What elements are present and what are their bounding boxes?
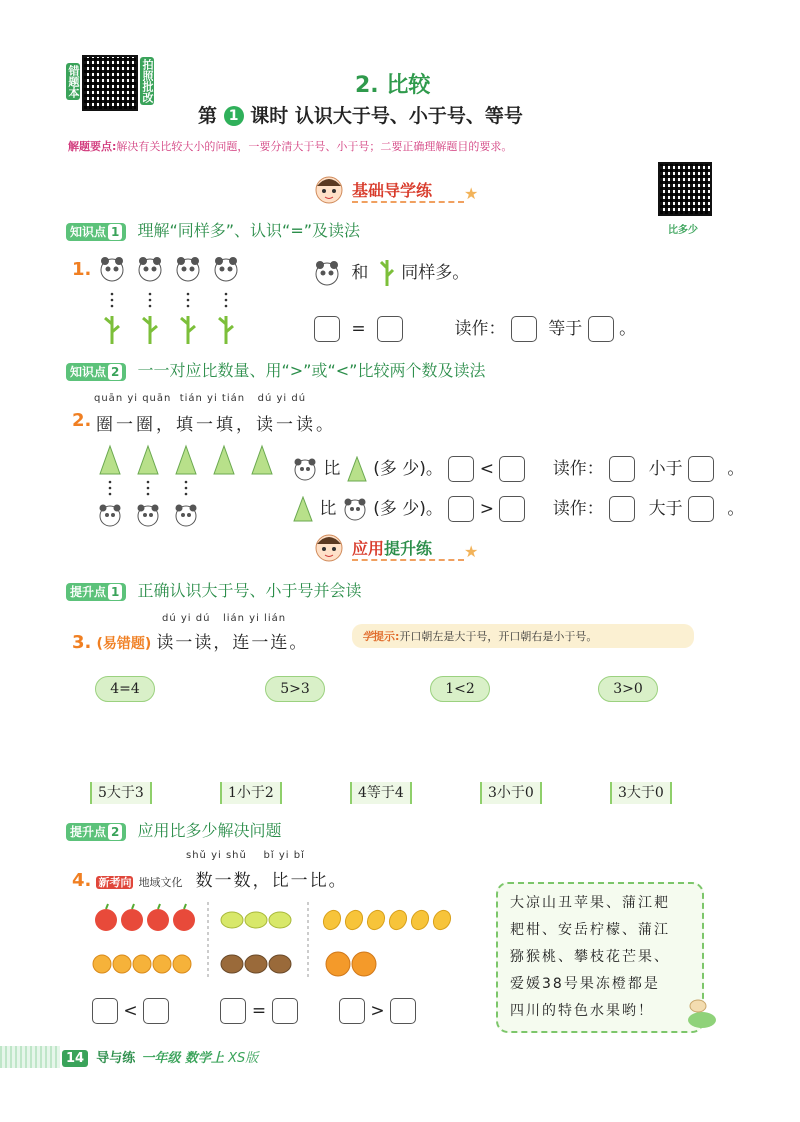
grade-label: 一年级 数学上	[141, 1051, 224, 1066]
answer-box[interactable]	[272, 998, 298, 1024]
answer-box[interactable]	[688, 496, 714, 522]
kiwi-icon	[221, 955, 243, 973]
section-apply-banner	[312, 530, 482, 564]
star-icon: ★	[464, 542, 479, 561]
star-icon: ★	[464, 184, 479, 203]
panda-icon	[292, 456, 318, 482]
sichuan-fruit-info-box	[496, 882, 704, 1033]
qr-right-label: 比多少	[668, 225, 698, 236]
qr-code-right[interactable]	[658, 162, 712, 216]
brand-logo: 导与练	[96, 1051, 136, 1066]
panda-icon	[215, 257, 237, 281]
q2-row-2	[292, 494, 744, 522]
q2-row-1	[292, 454, 744, 482]
answer-box[interactable]	[499, 496, 525, 522]
mango-icon	[430, 907, 454, 932]
q2-row1-read: 读作：	[552, 459, 604, 479]
q1-read-as: 读作：	[454, 319, 506, 339]
q3-tag: (易错题)	[96, 636, 152, 652]
footer	[62, 1047, 258, 1066]
orange-icon	[173, 955, 191, 973]
chapter-title: 2. 比较	[355, 73, 431, 98]
q2-row1-bi: 比	[323, 459, 341, 479]
bamboo-shoot-icon	[100, 446, 120, 474]
q1-number: 1.	[72, 259, 92, 280]
lesson-title-text: 课时 认识大于号、小于号、等号	[250, 105, 523, 127]
q2-bamboo-shoots-and-pandas-illustration	[96, 444, 276, 534]
bamboo-icon	[143, 316, 157, 344]
kp1-text: 理解“同样多”、认识“=”及读法	[137, 221, 361, 240]
edition-label: XS版	[228, 1051, 259, 1066]
answer-box[interactable]	[448, 496, 474, 522]
bamboo-shoot-icon	[346, 456, 368, 482]
q3-number: 3.	[72, 632, 92, 653]
q3-header	[72, 628, 308, 653]
q4-number: 4.	[72, 870, 92, 891]
expression-cloud[interactable]: 4=4	[95, 676, 155, 702]
lemon-icon	[269, 912, 291, 928]
orange-icon	[326, 952, 350, 976]
q3-hint	[352, 624, 694, 648]
answer-box[interactable]	[499, 456, 525, 482]
q2-pinyin: quān yi quān tián yi tián dú yi dú	[94, 393, 307, 404]
q1-equal-to: 等于	[548, 319, 583, 339]
q4-pinyin: shǔ yi shǔ bǐ yi bǐ	[186, 850, 305, 861]
hint-prefix: 学	[362, 630, 373, 643]
q4-tag-region: 地域文化	[138, 876, 183, 889]
qr-code-left[interactable]	[82, 55, 138, 111]
q2-row1-word: 小于	[648, 459, 683, 479]
answer-box[interactable]	[609, 496, 635, 522]
lemon-icon	[221, 912, 243, 928]
mango-icon	[364, 907, 388, 932]
answer-box[interactable]	[588, 316, 614, 342]
q2-row2-paren: (多 少)。	[373, 499, 443, 519]
kp2-badge: 知识点 2	[66, 363, 126, 381]
q4-sign-1: <	[123, 1001, 138, 1021]
panda-icon	[101, 257, 123, 281]
panda-icon	[139, 257, 161, 281]
q2-row2-bi: 比	[319, 499, 337, 519]
tips-line	[68, 138, 748, 154]
q1-answer-row	[314, 314, 636, 342]
ip2-text: 应用比多少解决问题	[137, 821, 282, 840]
child-mascot-icon	[312, 530, 346, 564]
expression-cloud[interactable]: 5>3	[265, 676, 325, 702]
q4-fruit-illustration	[92, 900, 472, 980]
info-line: 耙柑、安岳柠檬、蒲江	[510, 922, 670, 938]
answer-box[interactable]	[377, 316, 403, 342]
tips-text: 解决有关比较大小的问题，一要分清大于号、小于号；二要正确理解题目的要求。	[116, 140, 513, 153]
answer-box[interactable]	[448, 456, 474, 482]
improve-point-1	[66, 578, 361, 601]
lesson-title	[198, 101, 523, 128]
info-line: 大凉山丑苹果、蒲江耙	[510, 895, 670, 911]
qr-left-label-side: 拍照批改	[141, 59, 154, 103]
apple-icon	[147, 904, 169, 931]
answer-box[interactable]	[609, 456, 635, 482]
answer-box[interactable]	[688, 456, 714, 482]
q1-statement	[312, 258, 469, 288]
expression-cloud[interactable]: 1<2	[430, 676, 490, 702]
q1-and-text: 和	[351, 263, 369, 283]
q2-instruction: 圈一圈，填一填，读一读。	[96, 415, 336, 435]
panda-icon	[176, 505, 197, 527]
panda-icon	[342, 496, 368, 522]
q1-pandas-and-bamboo-illustration	[96, 254, 246, 346]
answer-box[interactable]	[390, 998, 416, 1024]
bamboo-shoot-icon	[176, 446, 196, 474]
answer-box[interactable]	[511, 316, 537, 342]
bamboo-shoot-icon	[138, 446, 158, 474]
mango-icon	[320, 907, 344, 932]
knowledge-point-1	[66, 218, 360, 241]
orange-icon	[133, 955, 151, 973]
q2-row1-paren: (多 少)。	[373, 459, 443, 479]
reading-card[interactable]: 4等于4	[350, 782, 412, 804]
q4-sign-2: =	[251, 1001, 267, 1021]
orange-icon	[93, 955, 111, 973]
orange-icon	[113, 955, 131, 973]
q2-row2-period: 。	[727, 499, 745, 519]
kp2-text: 一一对应比数量、用“>”或“<”比较两个数及读法	[137, 361, 486, 380]
footer-band	[0, 1046, 60, 1068]
q2-row1-period: 。	[727, 459, 745, 479]
equals-sign: =	[351, 319, 366, 339]
reading-card[interactable]: 1小于2	[220, 782, 282, 804]
child-mascot-icon	[312, 172, 346, 206]
bamboo-icon	[105, 316, 119, 344]
bamboo-icon	[181, 316, 195, 344]
hint-text: 开口朝左是大于号，开口朝右是小于号。	[399, 630, 598, 643]
reading-card[interactable]: 3大于0	[610, 782, 672, 804]
ip1-text: 正确认识大于号、小于号并会读	[137, 581, 362, 600]
answer-box[interactable]	[143, 998, 169, 1024]
page-number: 14	[62, 1050, 88, 1067]
answer-box[interactable]	[220, 998, 246, 1024]
section-basic-banner	[312, 172, 482, 206]
q4-sign-3: >	[370, 1001, 385, 1021]
qr-left-label-top: 错题本	[67, 65, 80, 98]
q1-period: 。	[619, 319, 637, 339]
improve-point-2	[66, 818, 281, 841]
bamboo-shoot-icon	[252, 446, 272, 474]
info-line: 四川的特色水果哟！	[510, 1003, 654, 1019]
panda-icon	[177, 257, 199, 281]
q4-header	[72, 866, 348, 891]
lesson-prefix: 第	[198, 105, 218, 127]
q3-pinyin: dú yi dú lián yi lián	[162, 613, 287, 624]
q3-instruction: 读一读，连一连。	[156, 633, 309, 653]
knowledge-point-2	[66, 358, 485, 381]
q2-row2-read: 读作：	[552, 499, 604, 519]
kiwi-icon	[245, 955, 267, 973]
q2-number: 2.	[72, 410, 92, 431]
bamboo-shoot-icon	[292, 496, 314, 522]
panda-icon	[100, 505, 121, 527]
answer-box[interactable]	[339, 998, 365, 1024]
info-line: 猕猴桃、攀枝花芒果、	[510, 949, 670, 965]
bamboo-icon	[219, 316, 233, 344]
section-apply-title: 应用提升练	[352, 536, 464, 561]
mango-icon	[408, 907, 432, 932]
expression-cloud[interactable]: 3>0	[598, 676, 658, 702]
kiwi-icon	[269, 955, 291, 973]
apple-icon	[173, 904, 195, 931]
apple-icon	[95, 904, 117, 931]
panda-icon	[312, 258, 342, 288]
panda-icon	[138, 505, 159, 527]
mango-icon	[386, 907, 410, 932]
answer-box[interactable]	[92, 998, 118, 1024]
reading-card[interactable]: 3小于0	[480, 782, 542, 804]
ip2-badge: 提升点 2	[66, 823, 126, 841]
orange-icon	[352, 952, 376, 976]
answer-box[interactable]	[314, 316, 340, 342]
q2-row2-sign: >	[479, 499, 494, 519]
qr-code-left-block	[66, 55, 160, 113]
q1-same-text: 同样多。	[401, 263, 470, 283]
bamboo-shoot-icon	[214, 446, 234, 474]
info-line: 爱媛38号果冻橙都是	[510, 976, 660, 992]
q4-tag-new: 新考向	[98, 876, 132, 889]
ip1-badge: 提升点 1	[66, 583, 126, 601]
apple-icon	[121, 904, 143, 931]
reading-card[interactable]: 5大于3	[90, 782, 152, 804]
q2-row2-word: 大于	[648, 499, 683, 519]
kp1-badge: 知识点 1	[66, 223, 126, 241]
q4-instruction: 数一数，比一比。	[195, 871, 348, 891]
hint-label: 提示:	[373, 630, 400, 643]
lesson-number: 1	[224, 106, 244, 126]
mango-icon	[342, 907, 366, 932]
bamboo-icon	[378, 258, 396, 288]
mushroom-mascot-icon	[684, 996, 720, 1030]
tips-label: 解题要点:	[68, 140, 117, 153]
orange-icon	[153, 955, 171, 973]
q4-compare-row	[92, 998, 416, 1024]
q2-row1-sign: <	[479, 459, 494, 479]
section-basic-title: 基础导学练	[352, 178, 464, 203]
lemon-icon	[245, 912, 267, 928]
